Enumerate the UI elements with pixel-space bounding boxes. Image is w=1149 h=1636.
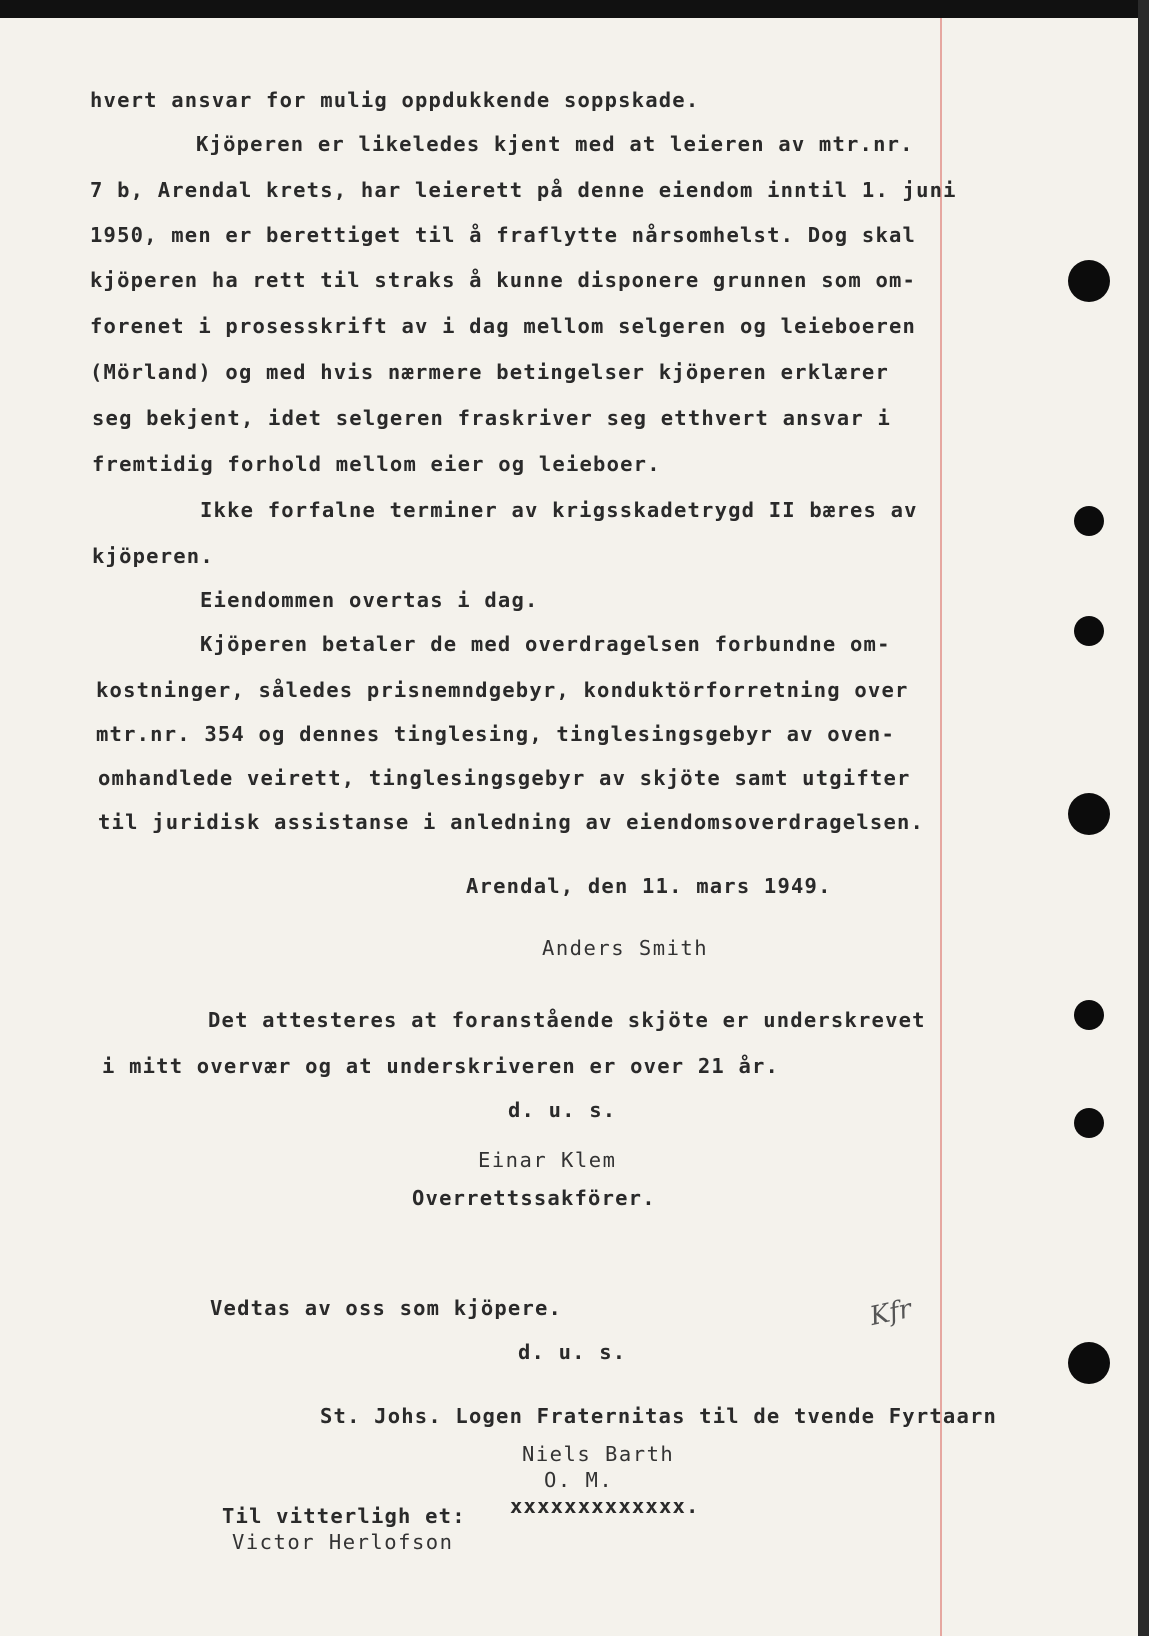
place-date: Arendal, den 11. mars 1949. [466,874,832,898]
punch-hole [1074,1108,1104,1138]
punch-hole [1068,793,1110,835]
paragraph-line: omhandlede veirett, tinglesingsgebyr av skjöte samt utgifter [98,766,911,790]
paragraph-line: Eiendommen overtas i dag. [200,588,539,612]
buyer-organisation: St. Johs. Logen Fraternitas til de tvende Fyrtaarn [320,1404,998,1428]
buyer-signer-name: Niels Barth [522,1442,675,1466]
handwritten-initials: Kfr [867,1294,915,1332]
paragraph-line: forenet i prosesskrift av i dag mellom selgeren og leieboeren [90,314,917,338]
witness-label: Til vitterligh et: [222,1504,466,1528]
paragraph-line: 1950, men er berettiget til å fraflytte nårsomhelst. Dog skal [90,223,917,247]
document-page [0,18,1138,1636]
scan-right-edge [1138,0,1149,1636]
acceptance-line: Vedtas av oss som kjöpere. [210,1296,563,1320]
punch-hole [1068,1342,1110,1384]
punch-hole [1074,506,1104,536]
attestation-line: i mitt overvær og at underskriveren er over 21 år. [102,1054,780,1078]
paragraph-line: Kjöperen er likeledes kjent med at leieren av mtr.nr. [196,132,914,156]
paragraph-line: kostninger, således prisnemndgebyr, konduktörforretning over [96,678,909,702]
paragraph-line: Kjöperen betaler de med overdragelsen forbundne om- [200,632,891,656]
paragraph-line: fremtidig forhold mellom eier og leieboer. [92,452,661,476]
punch-hole [1074,616,1104,646]
dus-mark: d. u. s. [508,1098,617,1122]
dus-mark: d. u. s. [518,1340,627,1364]
paragraph-line: 7 b, Arendal krets, har leierett på denne eiendom inntil 1. juni [90,178,957,202]
attester-name: Einar Klem [478,1148,617,1172]
buyer-signer-title: O. M. [544,1468,614,1492]
paragraph-line: Ikke forfalne terminer av krigsskadetrygd II bæres av [200,498,918,522]
red-margin-line [940,18,942,1636]
attester-title: Overrettssakförer. [412,1186,656,1210]
paragraph-line: hvert ansvar for mulig oppdukkende soppskade. [90,88,700,112]
paragraph-line: seg bekjent, idet selgeren fraskriver seg etthvert ansvar i [92,406,891,430]
paragraph-line: kjöperen ha rett til straks å kunne disponere grunnen som om- [90,268,917,292]
paragraph-line: mtr.nr. 354 og dennes tinglesing, tinglesingsgebyr av oven- [96,722,895,746]
paragraph-line: (Mörland) og med hvis nærmere betingelser kjöperen erklærer [90,360,889,384]
punch-hole [1068,260,1110,302]
attestation-line: Det attesteres at foranstående skjöte er underskrevet [208,1008,926,1032]
witness-name: Victor Herlofson [232,1530,454,1554]
struck-text: xxxxxxxxxxxxx. [510,1494,700,1518]
scan-top-edge [0,0,1149,18]
seller-signature: Anders Smith [542,936,709,960]
punch-hole [1074,1000,1104,1030]
paragraph-line: kjöperen. [92,544,214,568]
paragraph-line: til juridisk assistanse i anledning av eiendomsoverdragelsen. [98,810,925,834]
